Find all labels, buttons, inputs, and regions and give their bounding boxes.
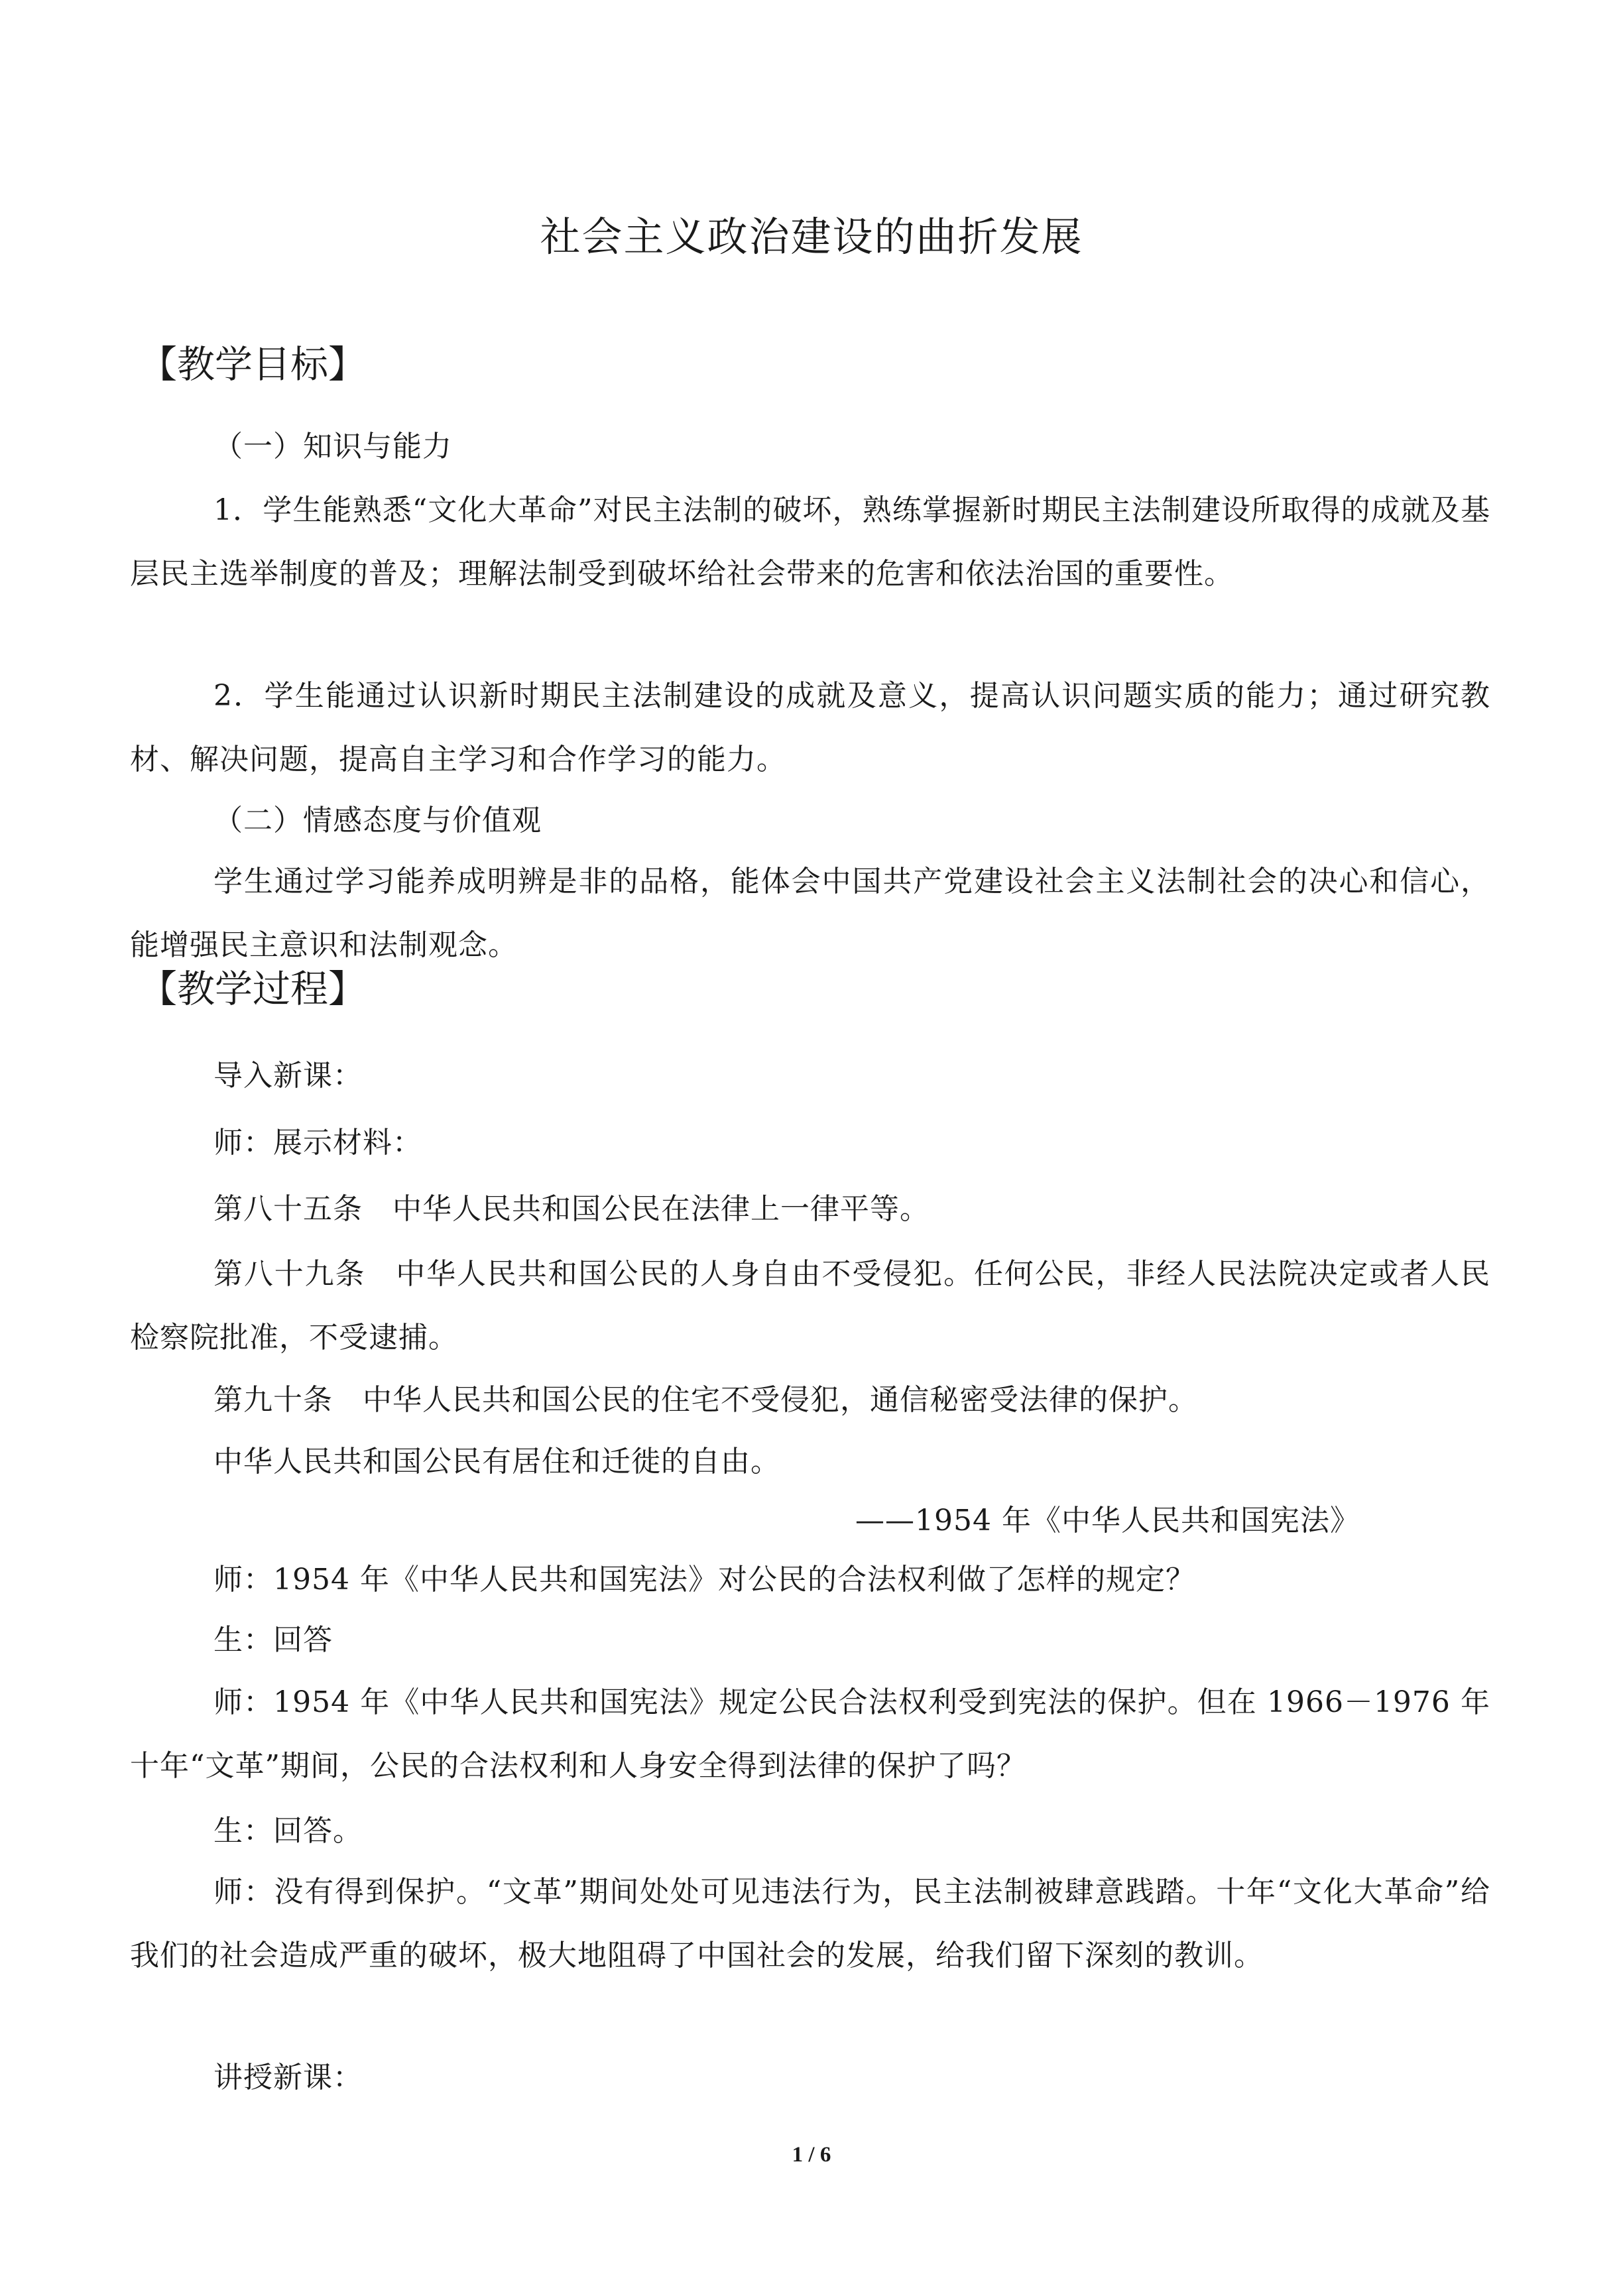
page-title: 社会主义政治建设的曲折发展 — [540, 213, 1083, 261]
new-lesson-line: 讲授新课： — [213, 2061, 363, 2094]
student-answer-2: 生：回答。 — [213, 1814, 363, 1848]
teacher-question-2: 师：1954 年《中华人民共和国宪法》规定公民合法权利受到宪法的保护。但在 1966－1976 年十年“文革”期间，公民的合法权利和人身安全得到法律的保护了吗？ — [130, 1685, 1490, 1783]
article-90: 第九十条 中华人民共和国公民的住宅不受侵犯，通信秘密受法律的保护。 — [213, 1383, 1198, 1417]
constitution-source: ——1954 年《中华人民共和国宪法》 — [855, 1504, 1360, 1538]
article-89: 第八十九条 中华人民共和国公民的人身自由不受侵犯。任何公民，非经人民法院决定或者人民检察院批准，不受逮捕。 — [130, 1257, 1490, 1355]
article-85: 第八十五条 中华人民共和国公民在法律上一律平等。 — [213, 1192, 930, 1226]
objective-paragraph-3: 学生通过学习能养成明辨是非的品格，能体会中国共产党建设社会主义法制社会的决心和信心，能增强民主意识和法制观念。 — [130, 865, 1490, 962]
teacher-explanation: 师：没有得到保护。“文革”期间处处可见违法行为，民主法制被肆意践踏。十年“文化大革命”给我们的社会造成严重的破坏，极大地阻碍了中国社会的发展，给我们留下深刻的教训。 — [130, 1875, 1490, 1972]
objective-paragraph-2: 2．学生能通过认识新时期民主法制建设的成就及意义，提高认识问题实质的能力；通过研究教材、解决问题，提高自主学习和合作学习的能力。 — [130, 679, 1490, 776]
subheading-knowledge: （一）知识与能力 — [213, 430, 452, 463]
student-answer-1: 生：回答 — [213, 1623, 333, 1657]
page-number: 1 / 6 — [792, 2143, 831, 2167]
subheading-attitude: （二）情感态度与价值观 — [213, 804, 542, 837]
teacher-show-line: 师：展示材料： — [213, 1126, 422, 1160]
teacher-question-1: 师：1954 年《中华人民共和国宪法》对公民的合法权利做了怎样的规定？ — [213, 1563, 1195, 1597]
section-heading-objectives: 【教学目标】 — [139, 343, 366, 387]
intro-line: 导入新课： — [213, 1059, 363, 1093]
residence-line: 中华人民共和国公民有居住和迁徙的自由。 — [213, 1445, 780, 1479]
objective-paragraph-1: 1．学生能熟悉“文化大革命”对民主法制的破坏，熟练掌握新时期民主法制建设所取得的成就及基层民主选举制度的普及；理解法制受到破坏给社会带来的危害和依法治国的重要性。 — [130, 493, 1490, 591]
section-heading-process: 【教学过程】 — [139, 967, 366, 1011]
